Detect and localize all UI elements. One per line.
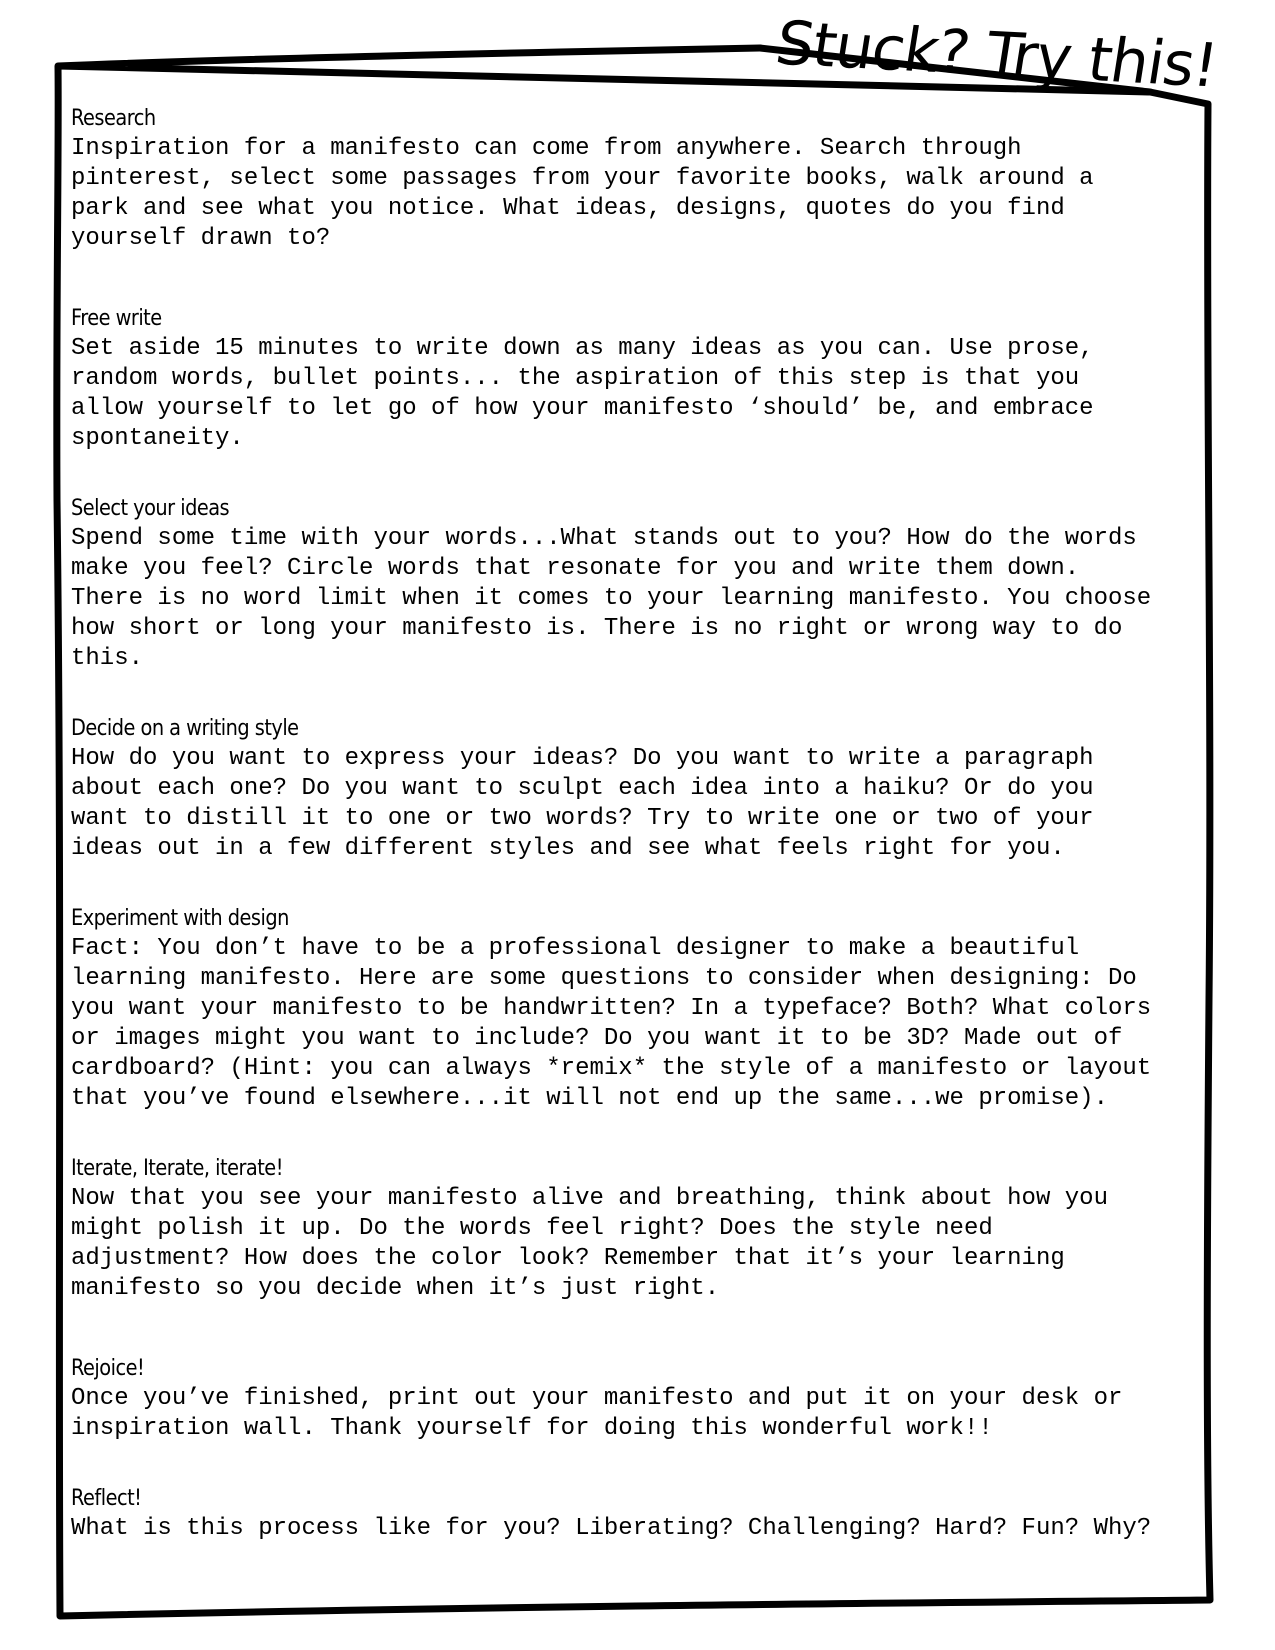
- section-body: Set aside 15 minutes to write down as many ideas as you can. Use prose, random words, bullet points... the aspiration of this step is that you allow yourself to let go of how your manifesto ‘should’ be, and embrace spontaneity.: [71, 335, 1094, 452]
- section-heading: Rejoice!: [71, 1356, 145, 1381]
- section-body: Spend some time with your words...What stands out to you? How do the words make you feel? Circle words that resonate for you and write them down. There is no word limit when it comes to your learning manifesto. You choose how short or long your manifesto is. There is no right or wrong way to do this.: [71, 525, 1152, 672]
- section-heading: Experiment with design: [71, 906, 289, 931]
- section-body: Now that you see your manifesto alive and breathing, think about how you might polish it up. Do the words feel right? Does the style need adjustment? How does the color look? Remember that it’s your learning manifesto so you decide when it’s just right.: [71, 1185, 1108, 1302]
- section-writing-style: [71, 714, 1211, 864]
- section-body: Once you’ve finished, print out your manifesto and put it on your desk or inspiration wall. Thank yourself for doing this wonderful work!!: [71, 1385, 1123, 1442]
- page-title: Stuck? Try this!: [770, 8, 1222, 102]
- section-heading: Iterate, Iterate, iterate!: [71, 1156, 283, 1181]
- section-rejoice: [71, 1354, 1211, 1444]
- section-body: What is this process like for you? Liberating? Challenging? Hard? Fun? Why?: [71, 1515, 1152, 1542]
- section-heading: Research: [71, 106, 156, 131]
- section-iterate: [71, 1154, 1211, 1304]
- section-body: How do you want to express your ideas? Do you want to write a paragraph about each one? Do you want to sculpt each idea into a haiku? Or do you want to distill it to one or two words? Try to write one or two of your ideas out in a few different styles and see what feels right for you.: [71, 745, 1094, 862]
- section-body: Fact: You don’t have to be a professional designer to make a beautiful learning manifesto. Here are some questions to consider when designing: Do you want your manifesto to be handwritten? In a typeface? Both? What colors or images might you want to include? Do you want it to be 3D? Made out of cardboard? (Hint: you can always *remix* the style of a manifesto or layout that you’ve found elsewhere...it will not end up the same...we promise).: [71, 935, 1152, 1112]
- section-heading: Free write: [71, 306, 162, 331]
- section-experiment-design: [71, 904, 1211, 1114]
- section-free-write: [71, 304, 1211, 454]
- section-body: Inspiration for a manifesto can come from anywhere. Search through pinterest, select some passages from your favorite books, walk around a park and see what you notice. What ideas, designs, quotes do you find yourself drawn to?: [71, 135, 1094, 252]
- section-select-ideas: [71, 494, 1211, 674]
- section-heading: Reflect!: [71, 1486, 142, 1511]
- section-heading: Decide on a writing style: [71, 716, 299, 741]
- section-heading: Select your ideas: [71, 496, 230, 521]
- section-reflect: [71, 1484, 1211, 1544]
- section-research: [71, 104, 1211, 254]
